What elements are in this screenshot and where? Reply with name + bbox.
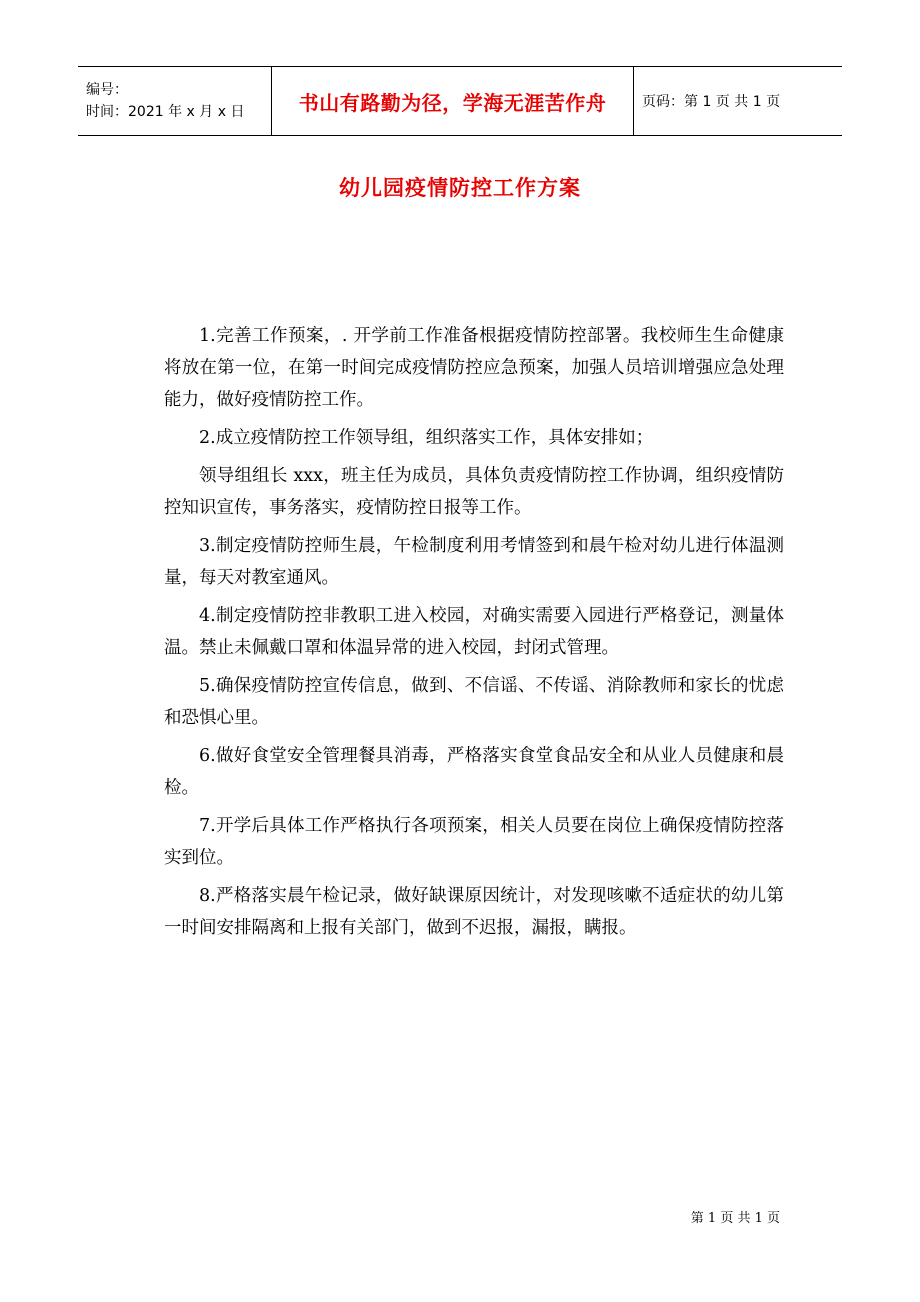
serial-number-label: 编号： bbox=[86, 82, 128, 98]
page-footer: 第 1 页 共 1 页 bbox=[690, 1211, 780, 1226]
document-header bbox=[78, 66, 842, 136]
header-page-code bbox=[634, 67, 842, 135]
motto-text: 书山有路勤为径，学海无涯苦作舟 bbox=[298, 90, 607, 115]
paragraph: 8.严格落实晨午检记录，做好缺课原因统计，对发现咳嗽不适症状的幼儿第一时间安排隔离和上报有关部门，做到不迟报，漏报，瞒报。 bbox=[164, 886, 784, 938]
header-motto bbox=[272, 67, 634, 135]
date-label: 时间：2021 年 x 月 x 日 bbox=[86, 104, 245, 120]
paragraph: 领导组组长 xxx，班主任为成员，具体负责疫情防控工作协调，组织疫情防控知识宣传，事务落实，疫情防控日报等工作。 bbox=[164, 466, 784, 518]
paragraph: 4.制定疫情防控非教职工进入校园，对确实需要入园进行严格登记，测量体温。禁止未佩戴口罩和体温异常的进入校园，封闭式管理。 bbox=[164, 606, 784, 658]
header-meta bbox=[78, 67, 272, 135]
paragraph: 3.制定疫情防控师生晨，午检制度利用考情签到和晨午检对幼儿进行体温测量，每天对教室通风。 bbox=[164, 536, 784, 588]
paragraph: 5.确保疫情防控宣传信息，做到、不信谣、不传谣、消除教师和家长的忧虑和恐惧心里。 bbox=[164, 676, 784, 728]
document-title: 幼儿园疫情防控工作方案 bbox=[339, 176, 581, 200]
paragraph: 2.成立疫情防控工作领导组，组织落实工作，具体安排如； bbox=[199, 428, 654, 448]
paragraph: 7.开学后具体工作严格执行各项预案，相关人员要在岗位上确保疫情防控落实到位。 bbox=[164, 816, 784, 868]
page-code-text: 页码：第 1 页 共 1 页 bbox=[642, 94, 781, 110]
paragraph: 6.做好食堂安全管理餐具消毒，严格落实食堂食品安全和从业人员健康和晨检。 bbox=[164, 746, 784, 798]
paragraph: 1.完善工作预案，. 开学前工作准备根据疫情防控部署。我校师生生命健康将放在第一位，在第一时间完成疫情防控应急预案，加强人员培训增强应急处理能力，做好疫情防控工作。 bbox=[164, 326, 784, 410]
document-body bbox=[164, 320, 784, 950]
